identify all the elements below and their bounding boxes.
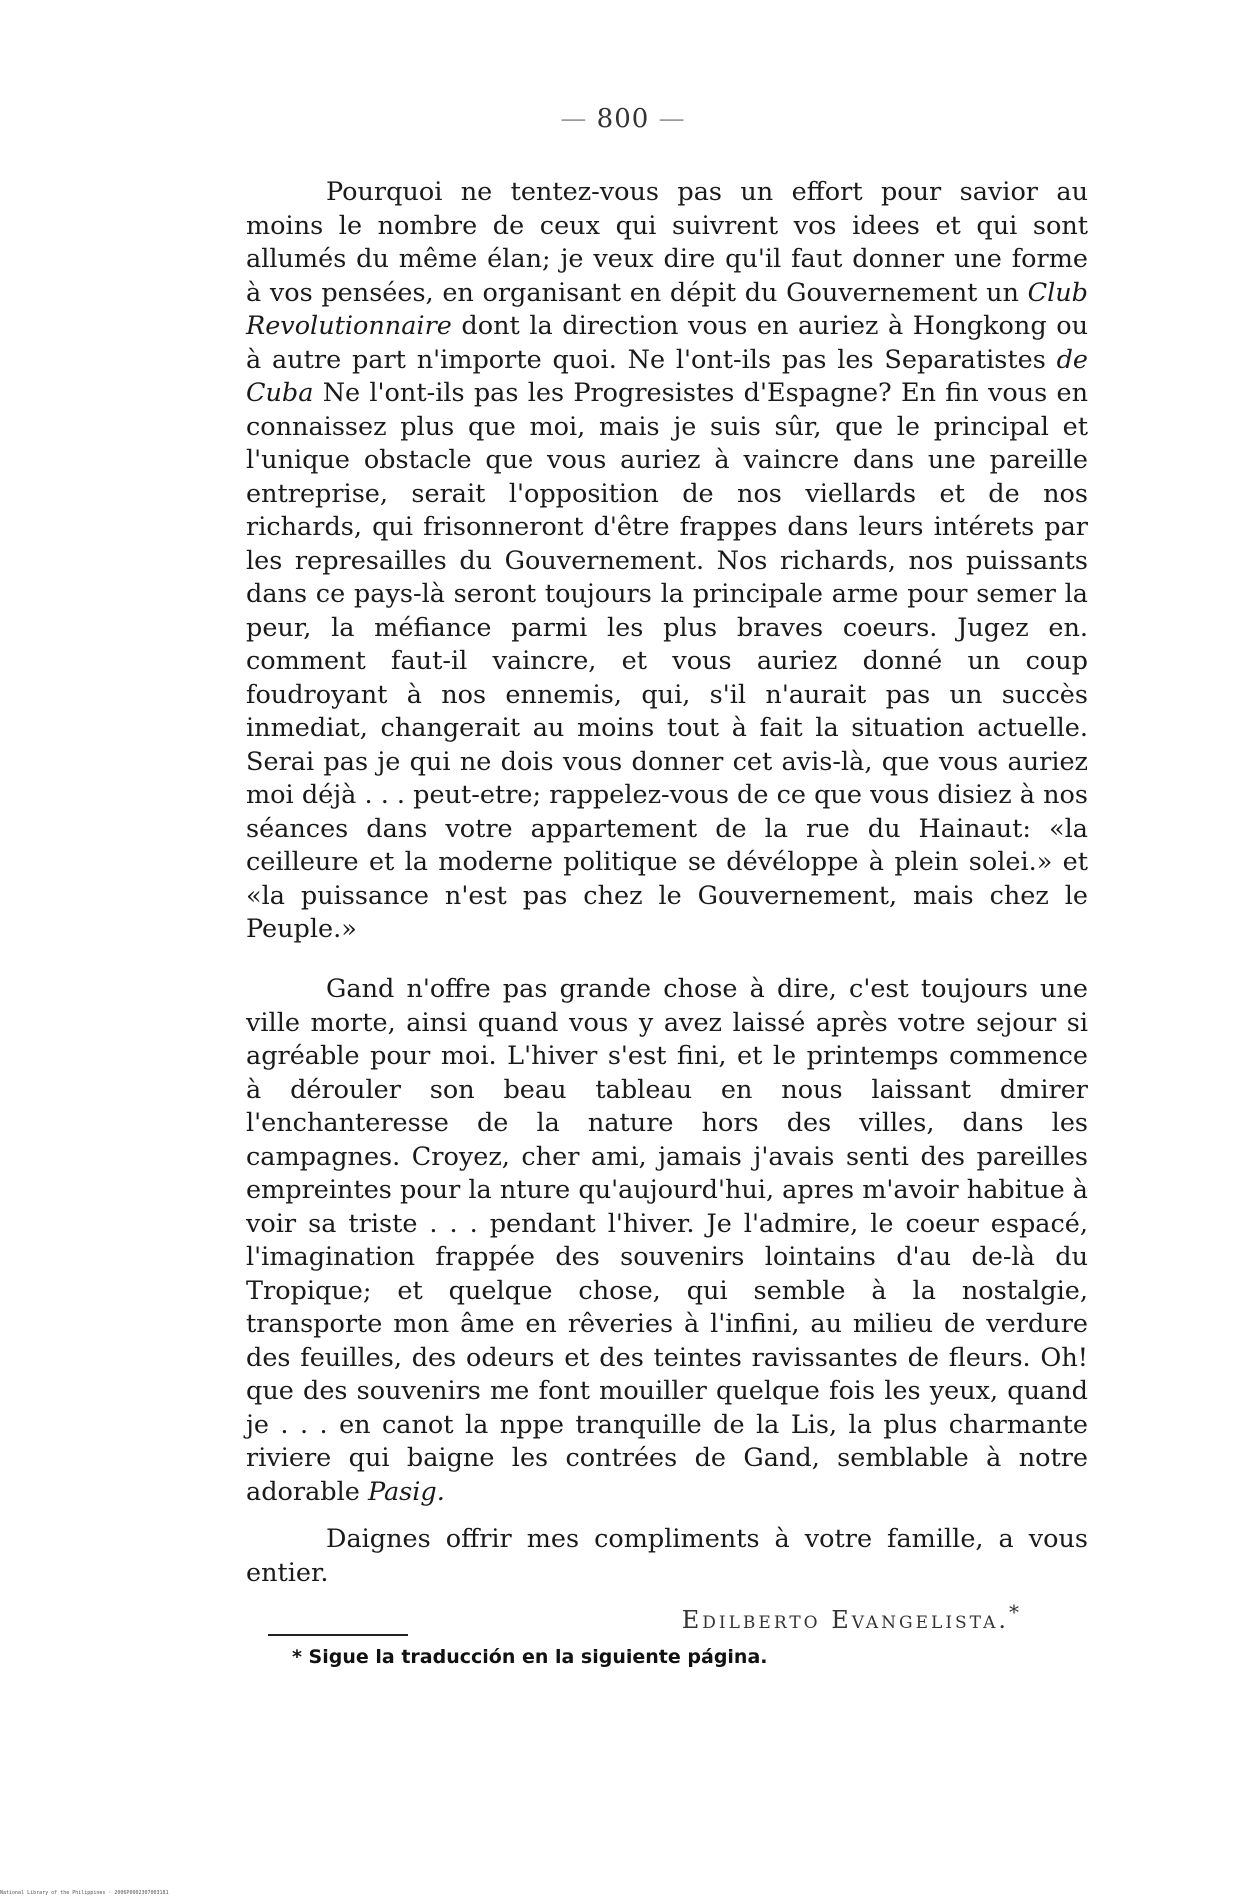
paragraph-1-italic-cuba: de Cuba <box>246 344 1088 408</box>
paragraph-1-part-1: Pourquoi ne tentez-vous pas un effort pour savior au moins le nombre de ceux qui suivrent vos idees et qui sont allumés du même élan; je veux dire qu'il faut donner une forme à vos pensées, en organisant en dépit du Gouvernement un <box>246 177 1088 308</box>
letter-paragraph-2 <box>246 973 1088 1509</box>
paragraph-2-italic-pasig: Pasig. <box>367 1476 445 1507</box>
paragraph-1-part-3: Ne l'ont-ils pas les Progresistes d'Espagne? En fin vous en connaissez plus que moi, mais je suis sûr, que le principal et l'unique obstacle que vous auriez à vaincre dans une pareille entreprise, serait l'opposition de nos viellards et de nos richards, qui frisonneront d'être frappes dans leurs intérets par les represailles du Gouvernement. Nos richards, nos puissants dans ce pays-là seront toujours la principale arme pour semer la peur, la méfiance parmi les plus braves coeurs. Jugez en. comment faut-il vaincre, et vous auriez donné un coup foudroyant à nos ennemis, qui, s'il n'aurait pas un succès inmediat, changerait au moins tout à fait la situation actuelle. Serai pas je qui ne dois vous donner cet avis-là, que vous auriez moi déjà . . . peut-etre; rappelez-vous de ce que vous disiez à nos séances dans votre appartement de la rue du Hainaut: «la ceilleure et la moderne politique se dévéloppe à plein solei.» et «la puissance n'est pas chez le Gouvernement, mais chez le Peuple.» <box>246 378 1088 944</box>
paragraph-2-part-1: Gand n'offre pas grande chose à dire, c'est toujours une ville morte, ainsi quand vous y avez laissé après votre sejour si agréable pour moi. L'hiver s'est fini, et le printemps commence à dérouler son beau tableau en nous laissant dmirer l'enchanteresse de la nature hors des villes, dans les campagnes. Croyez, cher ami, jamais j'avais senti des pareilles empreintes pour la nture qu'aujourd'hui, apres m'avoir habitue à voir sa triste . . . pendant l'hiver. Je l'admire, le coeur espacé, l'imagination frappée des souvenirs lointains d'au de-là du Tropique; et quelque chose, qui semble à la nostalgie, transporte mon âme en rêveries à l'infini, au milieu de verdure des feuilles, des odeurs et des teintes ravissantes de fleurs. Oh! que des souvenirs me font mouiller quelque fois les yeux, quand je . . . en canot la nppe tranquille de la Lis, la plus charmante riviere qui baigne les contrées de Gand, semblable à notre adorable <box>246 974 1088 1507</box>
footnote: * Sigue la traducción en la siguiente página. <box>292 1646 768 1668</box>
page-number-dash-right: — <box>658 104 686 134</box>
paragraph-1-text <box>246 176 1088 947</box>
signature <box>600 1600 1022 1634</box>
paragraph-2-text <box>246 973 1088 1509</box>
scan-credit: National Library of the Philippines · 2006P0002307003181 <box>0 1890 169 1896</box>
page-number <box>0 104 1246 134</box>
signature-name: Edilberto Evangelista. <box>681 1606 1009 1634</box>
letter-paragraph-3 <box>246 1523 1088 1590</box>
footnote-divider <box>268 1634 408 1636</box>
page-number-value: 800 <box>596 104 650 134</box>
page-number-dash-left: — <box>560 104 588 134</box>
letter-paragraph-1 <box>246 176 1088 947</box>
paragraph-1-part-2: dont la direction vous en auriez à Hongkong ou à autre part n'importe quoi. Ne l'ont-ils pas les Separatistes <box>246 311 1088 375</box>
paragraph-3-text: Daignes offrir mes compliments à votre famille, a vous entier. <box>246 1524 1088 1588</box>
signature-footnote-mark: * <box>1009 1600 1022 1624</box>
paragraph-1-italic-club: Club Revolutionnaire <box>246 277 1088 341</box>
